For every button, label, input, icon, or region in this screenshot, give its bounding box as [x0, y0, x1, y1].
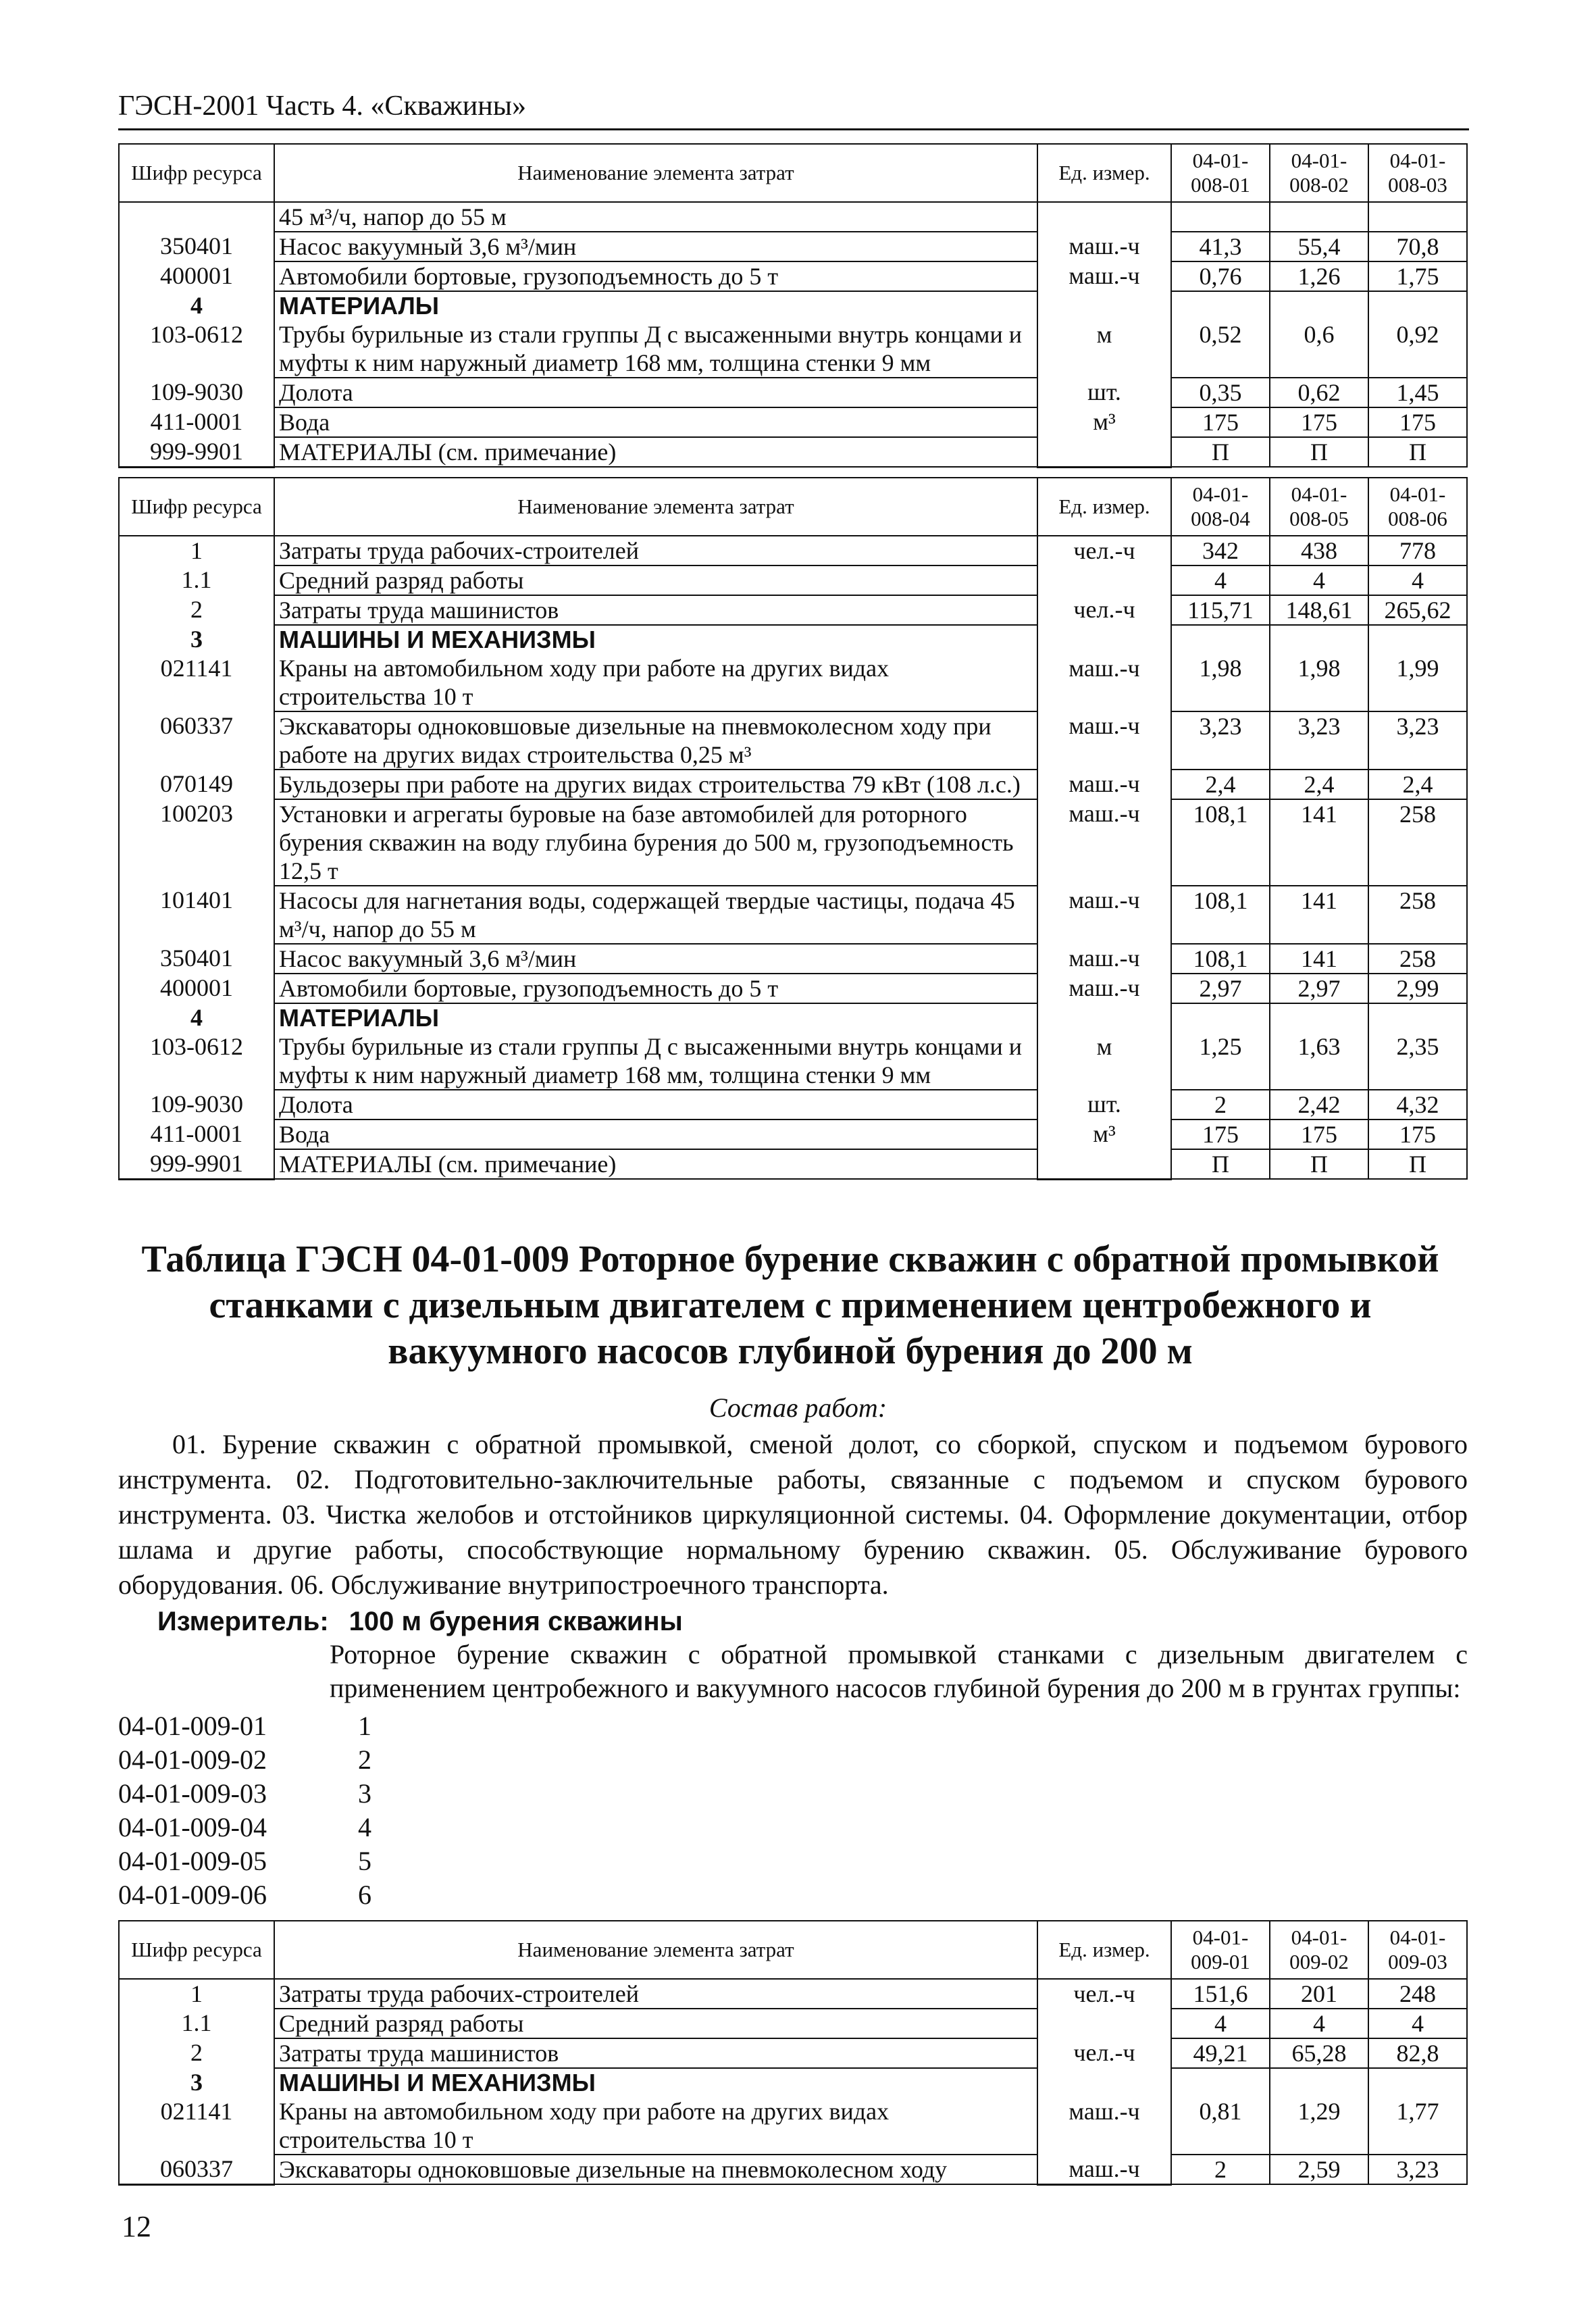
unit-cell: чел.-ч: [1037, 536, 1171, 565]
value-cell: 1,98: [1270, 654, 1368, 711]
header-norm-code: 04-01-008-02: [1270, 144, 1368, 202]
value-cell: 1,77: [1368, 2097, 1467, 2155]
value-cell: 2,97: [1171, 974, 1270, 1003]
cost-element-name: Долота: [274, 1090, 1037, 1120]
cost-element-name: МАШИНЫ И МЕХАНИЗМЫ: [274, 625, 1037, 654]
table-row: [119, 1090, 1467, 1120]
value-cell: 175: [1270, 1120, 1368, 1149]
table-row: [119, 654, 1467, 711]
variant-group: 4: [358, 1812, 371, 1842]
resource-code: 1.1: [119, 2009, 274, 2038]
resource-code: 400001: [119, 261, 274, 291]
resource-code: 060337: [119, 711, 274, 770]
resource-code: 4: [119, 291, 274, 320]
unit-cell: маш.-ч: [1037, 232, 1171, 261]
variant-list: [118, 1709, 371, 1912]
table-row: [119, 974, 1467, 1003]
value-cell: 151,6: [1171, 1979, 1270, 2009]
cost-element-name: МАТЕРИАЛЫ (см. примечание): [274, 437, 1037, 467]
unit-cell: [1037, 437, 1171, 467]
variant-code: 04-01-009-06: [118, 1880, 267, 1910]
value-cell: 1,29: [1270, 2097, 1368, 2155]
value-cell: [1171, 291, 1270, 320]
value-cell: 258: [1368, 886, 1467, 944]
resource-code: 350401: [119, 944, 274, 974]
cost-element-name: МАШИНЫ И МЕХАНИЗМЫ: [274, 2068, 1037, 2097]
cost-element-name: Затраты труда рабочих-строителей: [274, 1979, 1037, 2009]
value-cell: 141: [1270, 799, 1368, 886]
value-cell: 65,28: [1270, 2038, 1368, 2068]
value-cell: 201: [1270, 1979, 1368, 2009]
header-name: Наименование элемента затрат: [274, 144, 1037, 202]
section-row: [119, 2068, 1467, 2097]
resource-code: 109-9030: [119, 378, 274, 407]
unit-cell: маш.-ч: [1037, 654, 1171, 711]
value-cell: 4: [1270, 2009, 1368, 2038]
cost-element-name: МАТЕРИАЛЫ (см. примечание): [274, 1149, 1037, 1179]
value-cell: 1,63: [1270, 1032, 1368, 1090]
unit-cell: м: [1037, 320, 1171, 378]
table-row: [119, 536, 1467, 565]
value-cell: 82,8: [1368, 2038, 1467, 2068]
value-cell: 108,1: [1171, 944, 1270, 974]
cost-element-name: Затраты труда рабочих-строителей: [274, 536, 1037, 565]
table-header-row: [119, 144, 1467, 202]
table-row: [119, 1979, 1467, 2009]
value-cell: 175: [1171, 1120, 1270, 1149]
list-item: [118, 1878, 371, 1912]
table-row: [119, 1149, 1467, 1179]
cost-element-name: Трубы бурильные из стали группы Д с высаженными внутрь концами и муфты к ним наружный диаметр 168 мм, толщина стенки 9 мм: [274, 1032, 1037, 1090]
value-cell: 2: [1171, 1090, 1270, 1120]
table-row: [119, 2038, 1467, 2068]
resource-code: 3: [119, 625, 274, 654]
value-cell: 248: [1368, 1979, 1467, 2009]
header-name: Наименование элемента затрат: [274, 1921, 1037, 1979]
resource-code: 1.1: [119, 565, 274, 595]
unit-cell: шт.: [1037, 378, 1171, 407]
table-row: [119, 886, 1467, 944]
variant-code: 04-01-009-02: [118, 1744, 267, 1775]
resource-code: 060337: [119, 2155, 274, 2184]
unit-cell: [1037, 565, 1171, 595]
value-cell: [1368, 291, 1467, 320]
value-cell: 175: [1368, 1120, 1467, 1149]
table-row: [119, 320, 1467, 378]
value-cell: 0,81: [1171, 2097, 1270, 2155]
header-code: Шифр ресурса: [119, 1921, 274, 1979]
cost-element-name: Экскаваторы одноковшовые дизельные на пневмоколесном ходу: [274, 2155, 1037, 2184]
value-cell: 1,99: [1368, 654, 1467, 711]
unit-cell: [1037, 202, 1171, 232]
variant-code: 04-01-009-01: [118, 1711, 267, 1741]
value-cell: 108,1: [1171, 799, 1270, 886]
cost-element-name: Краны на автомобильном ходу при работе на других видах строительства 10 т: [274, 2097, 1037, 2155]
header-unit: Ед. измер.: [1037, 1921, 1171, 1979]
value-cell: П: [1368, 437, 1467, 467]
variant-group: 3: [358, 1778, 371, 1809]
table-row: [119, 711, 1467, 770]
unit-cell: [1037, 1149, 1171, 1179]
resource-code: 2: [119, 2038, 274, 2068]
unit-cell: маш.-ч: [1037, 770, 1171, 799]
list-item: [118, 1743, 371, 1777]
value-cell: 1,25: [1171, 1032, 1270, 1090]
value-cell: [1368, 625, 1467, 654]
unit-cell: чел.-ч: [1037, 1979, 1171, 2009]
value-cell: 115,71: [1171, 595, 1270, 625]
header-rule: [118, 128, 1469, 130]
table-row: [119, 407, 1467, 437]
resource-code: 999-9901: [119, 1149, 274, 1179]
cost-element-name: Вода: [274, 407, 1037, 437]
value-cell: [1368, 2068, 1467, 2097]
header-name: Наименование элемента затрат: [274, 478, 1037, 536]
resource-code: 103-0612: [119, 1032, 274, 1090]
variant-group: 2: [358, 1744, 371, 1775]
value-cell: 258: [1368, 944, 1467, 974]
cost-element-name: Средний разряд работы: [274, 2009, 1037, 2038]
value-cell: 175: [1368, 407, 1467, 437]
header-code: Шифр ресурса: [119, 478, 274, 536]
resource-code: 103-0612: [119, 320, 274, 378]
table-header-row: [119, 478, 1467, 536]
unit-cell: м: [1037, 1032, 1171, 1090]
resource-code: 021141: [119, 654, 274, 711]
table-row: [119, 2097, 1467, 2155]
resource-code: 400001: [119, 974, 274, 1003]
list-item: [118, 1811, 371, 1844]
cost-element-name: Вода: [274, 1120, 1037, 1149]
table-row: [119, 770, 1467, 799]
running-header: ГЭСН-2001 Часть 4. «Скважины»: [118, 91, 526, 122]
table-row: [119, 261, 1467, 291]
table-body: [119, 202, 1467, 467]
table-row: [119, 1120, 1467, 1149]
value-cell: [1171, 625, 1270, 654]
unit-cell: маш.-ч: [1037, 2097, 1171, 2155]
value-cell: 2,35: [1368, 1032, 1467, 1090]
value-cell: 778: [1368, 536, 1467, 565]
cost-element-name: Экскаваторы одноковшовые дизельные на пневмоколесном ходу при работе на других видах строительства 0,25 м³: [274, 711, 1037, 770]
section-title: Таблица ГЭСН 04-01-009 Роторное бурение скважин с обратной промывкой станками с дизельным двигателем с применением центробежного и вакуумного насосов глубиной бурения до 200 м: [141, 1238, 1439, 1372]
table-row: [119, 565, 1467, 595]
resource-code: 101401: [119, 886, 274, 944]
unit-cell: [1037, 2009, 1171, 2038]
table-row: [119, 799, 1467, 886]
variants-description: Роторное бурение скважин с обратной промывкой станками с дизельным двигателем с применением центробежного и вакуумного насосов глубиной бурения до 200 м в грунтах группы:: [330, 1639, 1468, 1703]
table-body: [119, 536, 1467, 1179]
cost-element-name: Трубы бурильные из стали группы Д с высаженными внутрь концами и муфты к ним наружный диаметр 168 мм, толщина стенки 9 мм: [274, 320, 1037, 378]
table-row: [119, 944, 1467, 974]
variant-group: 5: [358, 1846, 371, 1876]
value-cell: 3,23: [1270, 711, 1368, 770]
composition-heading: Состав работ:: [709, 1392, 887, 1423]
cost-element-name: МАТЕРИАЛЫ: [274, 1003, 1037, 1032]
value-cell: 2,59: [1270, 2155, 1368, 2184]
table-row: [119, 378, 1467, 407]
value-cell: [1270, 2068, 1368, 2097]
table-row: [119, 1032, 1467, 1090]
value-cell: 0,76: [1171, 261, 1270, 291]
cost-element-name: Автомобили бортовые, грузоподъемность до 5 т: [274, 974, 1037, 1003]
list-item: [118, 1844, 371, 1878]
value-cell: П: [1368, 1149, 1467, 1179]
value-cell: П: [1270, 1149, 1368, 1179]
list-item: [118, 1777, 371, 1811]
value-cell: [1171, 2068, 1270, 2097]
value-cell: 0,92: [1368, 320, 1467, 378]
cost-element-name: Долота: [274, 378, 1037, 407]
value-cell: 0,35: [1171, 378, 1270, 407]
header-norm-code: 04-01-008-01: [1171, 144, 1270, 202]
resource-code: 1: [119, 1979, 274, 2009]
table-row: [119, 202, 1467, 232]
value-cell: [1368, 202, 1467, 232]
table-row: [119, 437, 1467, 467]
cost-element-name: 45 м³/ч, напор до 55 м: [274, 202, 1037, 232]
cost-element-name: Затраты труда машинистов: [274, 2038, 1037, 2068]
composition-text: 01. Бурение скважин с обратной промывкой, сменой долот, со сборкой, спуском и подъемом бурового инструмента. 02. Подготовительно-заключительные работы, связанные с подъемом и спуском бурового инструмента. 03. Чистка желобов и отстойников циркуляционной системы. 04. Оформление документации, отбор шлама и другие работы, способствующие нормальному бурению скважин. 05. Обслуживание бурового оборудования. 06. Обслуживание внутрипостроечного транспорта.: [118, 1429, 1468, 1600]
resource-code: 2: [119, 595, 274, 625]
value-cell: [1368, 1003, 1467, 1032]
variant-code: 04-01-009-04: [118, 1812, 267, 1842]
header-norm-code: 04-01-008-04: [1171, 478, 1270, 536]
header-norm-code: 04-01-008-05: [1270, 478, 1368, 536]
value-cell: 141: [1270, 944, 1368, 974]
value-cell: 0,6: [1270, 320, 1368, 378]
unit-cell: [1037, 2068, 1171, 2097]
value-cell: 342: [1171, 536, 1270, 565]
section-row: [119, 1003, 1467, 1032]
header-unit: Ед. измер.: [1037, 144, 1171, 202]
value-cell: 258: [1368, 799, 1467, 886]
cost-element-name: Установки и агрегаты буровые на базе автомобилей для роторного бурения скважин на воду глубина бурения до 500 м, грузоподъемность 12,5 т: [274, 799, 1037, 886]
unit-cell: маш.-ч: [1037, 974, 1171, 1003]
value-cell: [1270, 291, 1368, 320]
value-cell: 108,1: [1171, 886, 1270, 944]
value-cell: 4: [1171, 2009, 1270, 2038]
value-cell: 4: [1368, 2009, 1467, 2038]
cost-element-name: МАТЕРИАЛЫ: [274, 291, 1037, 320]
table-row: [119, 2009, 1467, 2038]
measure-line: [157, 1607, 683, 1637]
value-cell: 49,21: [1171, 2038, 1270, 2068]
value-cell: 4,32: [1368, 1090, 1467, 1120]
value-cell: 1,75: [1368, 261, 1467, 291]
cost-element-name: Бульдозеры при работе на других видах строительства 79 кВт (108 л.с.): [274, 770, 1037, 799]
value-cell: 55,4: [1270, 232, 1368, 261]
unit-cell: чел.-ч: [1037, 595, 1171, 625]
value-cell: 4: [1171, 565, 1270, 595]
header-norm-code: 04-01-008-03: [1368, 144, 1467, 202]
value-cell: 2,4: [1171, 770, 1270, 799]
section-row: [119, 625, 1467, 654]
unit-cell: маш.-ч: [1037, 886, 1171, 944]
variant-code: 04-01-009-03: [118, 1778, 267, 1809]
cost-element-name: Насосы для нагнетания воды, содержащей твердые частицы, подача 45 м³/ч, напор до 55 м: [274, 886, 1037, 944]
value-cell: П: [1171, 437, 1270, 467]
section-row: [119, 291, 1467, 320]
unit-cell: шт.: [1037, 1090, 1171, 1120]
cost-element-name: Насос вакуумный 3,6 м³/мин: [274, 232, 1037, 261]
unit-cell: маш.-ч: [1037, 799, 1171, 886]
table-body: [119, 1979, 1467, 2184]
cost-element-name: Насос вакуумный 3,6 м³/мин: [274, 944, 1037, 974]
cost-element-name: Автомобили бортовые, грузоподъемность до 5 т: [274, 261, 1037, 291]
value-cell: 175: [1270, 407, 1368, 437]
value-cell: [1270, 202, 1368, 232]
resource-code: 070149: [119, 770, 274, 799]
value-cell: 265,62: [1368, 595, 1467, 625]
table-row: [119, 595, 1467, 625]
resource-code: 3: [119, 2068, 274, 2097]
resource-code: 021141: [119, 2097, 274, 2155]
value-cell: 4: [1368, 565, 1467, 595]
unit-cell: [1037, 291, 1171, 320]
norms-table-008-01-03: [118, 143, 1468, 468]
unit-cell: [1037, 1003, 1171, 1032]
unit-cell: м³: [1037, 407, 1171, 437]
value-cell: 2,42: [1270, 1090, 1368, 1120]
measure-value: 100 м бурения скважины: [349, 1607, 683, 1636]
cost-element-name: Краны на автомобильном ходу при работе на других видах строительства 10 т: [274, 654, 1037, 711]
cost-element-name: Затраты труда машинистов: [274, 595, 1037, 625]
header-unit: Ед. измер.: [1037, 478, 1171, 536]
value-cell: 0,52: [1171, 320, 1270, 378]
header-norm-code: 04-01-008-06: [1368, 478, 1467, 536]
resource-code: 411-0001: [119, 407, 274, 437]
value-cell: П: [1270, 437, 1368, 467]
value-cell: 3,23: [1368, 2155, 1467, 2184]
norms-table-008-04-06: [118, 477, 1468, 1180]
value-cell: 41,3: [1171, 232, 1270, 261]
list-item: [118, 1709, 371, 1743]
value-cell: 2,97: [1270, 974, 1368, 1003]
resource-code: 109-9030: [119, 1090, 274, 1120]
unit-cell: чел.-ч: [1037, 2038, 1171, 2068]
header-code: Шифр ресурса: [119, 144, 274, 202]
value-cell: 175: [1171, 407, 1270, 437]
value-cell: 1,26: [1270, 261, 1368, 291]
variant-group: 1: [358, 1711, 371, 1741]
resource-code: 999-9901: [119, 437, 274, 467]
resource-code: 4: [119, 1003, 274, 1032]
value-cell: [1270, 625, 1368, 654]
unit-cell: [1037, 625, 1171, 654]
value-cell: 148,61: [1270, 595, 1368, 625]
resource-code: 1: [119, 536, 274, 565]
value-cell: 2,4: [1270, 770, 1368, 799]
page-number: 12: [122, 2210, 151, 2243]
value-cell: [1270, 1003, 1368, 1032]
unit-cell: маш.-ч: [1037, 261, 1171, 291]
norms-table-009-01-03: [118, 1920, 1468, 2186]
header-norm-code: 04-01-009-02: [1270, 1921, 1368, 1979]
table-row: [119, 2155, 1467, 2184]
value-cell: 2: [1171, 2155, 1270, 2184]
resource-code: 411-0001: [119, 1120, 274, 1149]
variant-code: 04-01-009-05: [118, 1846, 267, 1876]
value-cell: 4: [1270, 565, 1368, 595]
cost-element-name: Средний разряд работы: [274, 565, 1037, 595]
header-norm-code: 04-01-009-03: [1368, 1921, 1467, 1979]
unit-cell: маш.-ч: [1037, 944, 1171, 974]
value-cell: П: [1171, 1149, 1270, 1179]
measure-label: Измеритель:: [157, 1607, 329, 1636]
value-cell: 0,62: [1270, 378, 1368, 407]
value-cell: [1171, 1003, 1270, 1032]
unit-cell: маш.-ч: [1037, 711, 1171, 770]
value-cell: 3,23: [1368, 711, 1467, 770]
resource-code: [119, 202, 274, 232]
value-cell: 1,98: [1171, 654, 1270, 711]
value-cell: 3,23: [1171, 711, 1270, 770]
resource-code: 100203: [119, 799, 274, 886]
unit-cell: м³: [1037, 1120, 1171, 1149]
header-norm-code: 04-01-009-01: [1171, 1921, 1270, 1979]
value-cell: 1,45: [1368, 378, 1467, 407]
value-cell: 70,8: [1368, 232, 1467, 261]
table-header-row: [119, 1921, 1467, 1979]
variant-group: 6: [358, 1880, 371, 1910]
value-cell: [1171, 202, 1270, 232]
value-cell: 2,99: [1368, 974, 1467, 1003]
value-cell: 438: [1270, 536, 1368, 565]
value-cell: 141: [1270, 886, 1368, 944]
value-cell: 2,4: [1368, 770, 1467, 799]
unit-cell: маш.-ч: [1037, 2155, 1171, 2184]
resource-code: 350401: [119, 232, 274, 261]
table-row: [119, 232, 1467, 261]
